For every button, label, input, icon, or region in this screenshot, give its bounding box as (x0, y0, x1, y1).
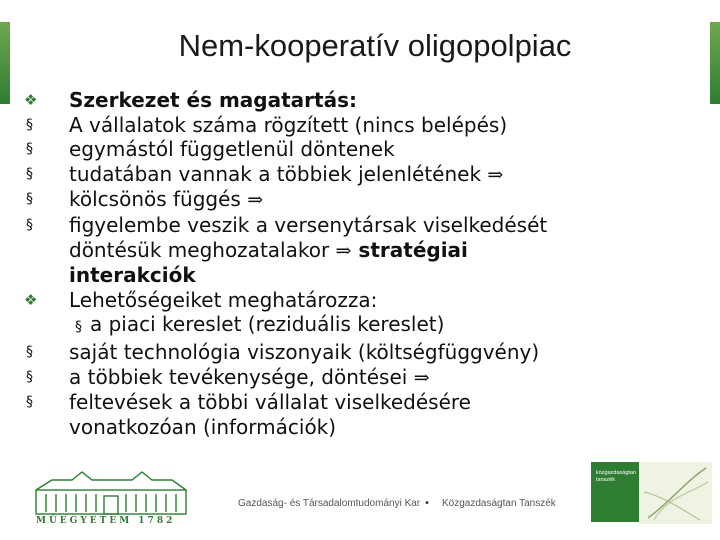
square-bullet-icon: § (75, 319, 82, 336)
diamond-bullet-icon: ❖ (24, 91, 38, 109)
line-text: egymástól függetlenül döntenek (69, 137, 395, 162)
footer (0, 458, 720, 540)
bullet-item (22, 137, 702, 162)
line-text-bold: stratégiai (351, 237, 468, 262)
bullet-structure (22, 88, 702, 113)
footer-separator: • (424, 498, 430, 509)
square-bullet-icon: § (26, 165, 33, 182)
square-bullet-icon: § (26, 141, 33, 158)
university-building-logo (32, 468, 192, 518)
slide-title: Nem-kooperatív oligopolpiac (178, 28, 572, 63)
square-bullet-icon: § (26, 191, 33, 208)
university-logo-text: MŰEGYETEM 1782 (36, 516, 176, 526)
implies-icon: ⇒ (413, 366, 430, 389)
line-text: feltevések a többi vállalat viselkedésére (69, 390, 471, 415)
bullet-item (22, 113, 702, 138)
square-bullet-icon: § (26, 116, 33, 133)
bullet-item (22, 390, 702, 439)
line-text: saját technológia viszonyaik (költségfüggvény) (69, 339, 540, 364)
line-text: A vállalatok száma rögzített (nincs belépés) (69, 112, 508, 137)
bullet-possibilities (22, 288, 702, 313)
square-bullet-icon: § (26, 343, 33, 360)
line-text: tudatában vannak a többiek jelenlétének (69, 161, 488, 186)
line-text: döntésük meghozatalakor (69, 237, 336, 262)
department-decoration-icon (640, 462, 712, 524)
implies-icon: ⇒ (487, 163, 504, 186)
line-text-bold: interakciók (69, 263, 196, 288)
diamond-bullet-icon: ❖ (24, 290, 38, 309)
bullet-item (22, 213, 702, 288)
line-text: kölcsönös függés (69, 187, 248, 212)
square-bullet-icon: § (26, 394, 33, 411)
line-text: a piaci kereslet (reziduális kereslet) (90, 312, 445, 337)
implies-icon: ⇒ (335, 239, 352, 262)
faculty-name: Gazdaság- és Társadalomtudományi Kar (238, 498, 421, 509)
department-logo (591, 462, 639, 522)
sub-bullet-item (22, 312, 702, 340)
line-text: Lehetőségeiket meghatározza: (69, 287, 378, 312)
line-text: vonatkozóan (információk) (69, 414, 337, 439)
department-logo-text: közgazdaságtan tanszék (596, 470, 637, 483)
bullet-item (22, 340, 702, 365)
bullet-item (22, 187, 702, 213)
line-text: a többiek tevékenysége, döntései (69, 364, 414, 389)
slide-body (22, 88, 702, 439)
square-bullet-icon: § (26, 216, 33, 233)
line-text: figyelembe veszik a versenytársak viselkedését (69, 212, 548, 237)
bullet-item (22, 365, 702, 391)
department-name: Közgazdaságtan Tanszék (442, 498, 556, 509)
line-text: Szerkezet és magatartás: (69, 88, 357, 112)
bullet-item (22, 162, 702, 188)
square-bullet-icon: § (26, 368, 33, 385)
implies-icon: ⇒ (247, 189, 264, 212)
